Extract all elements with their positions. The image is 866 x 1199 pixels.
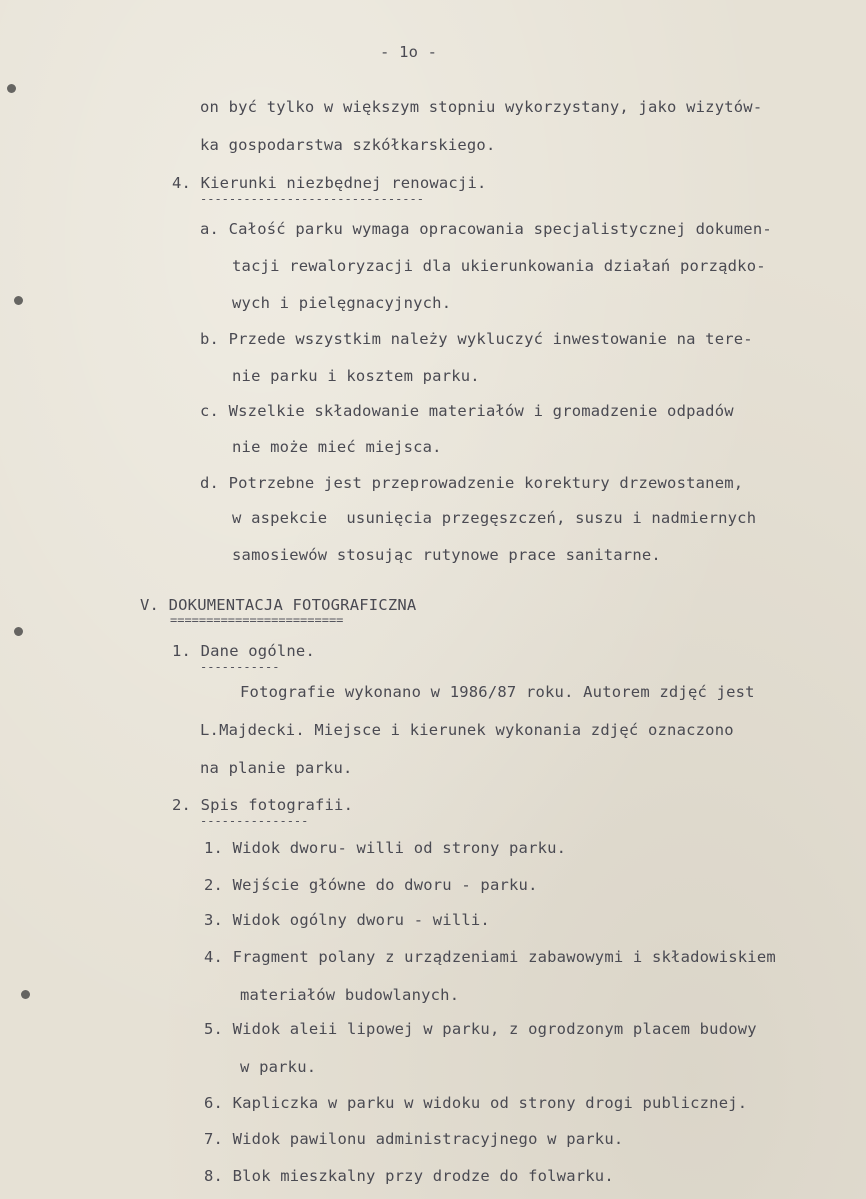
- section-heading: 1. Dane ogólne.: [172, 642, 315, 660]
- text-line: b. Przede wszystkim należy wykluczyć inwestowanie na tere-: [200, 330, 753, 348]
- text-line: d. Potrzebne jest przeprowadzenie korektury drzewostanem,: [200, 474, 744, 492]
- text-line: a. Całość parku wymaga opracowania specjalistycznej dokumen-: [200, 220, 772, 238]
- text-line: samosiewów stosując rutynowe prace sanitarne.: [232, 546, 661, 564]
- heading-underline: -------------------------------: [200, 192, 424, 206]
- section-heading: 4. Kierunki niezbędnej renowacji.: [172, 174, 487, 192]
- text-line: na planie parku.: [200, 759, 353, 777]
- list-item: 7. Widok pawilonu administracyjnego w parku.: [204, 1130, 624, 1148]
- list-item: 2. Wejście główne do dworu - parku.: [204, 876, 538, 894]
- text-line: on być tylko w większym stopniu wykorzystany, jako wizytów-: [200, 98, 763, 116]
- text-line: L.Majdecki. Miejsce i kierunek wykonania zdjęć oznaczono: [200, 721, 734, 739]
- heading-underline: ========================: [170, 613, 344, 627]
- page-number: - 1o -: [380, 43, 438, 61]
- list-item: 3. Widok ogólny dworu - willi.: [204, 911, 490, 929]
- text-line: Fotografie wykonano w 1986/87 roku. Autorem zdjęć jest: [240, 683, 755, 701]
- text-line: nie może mieć miejsca.: [232, 438, 442, 456]
- list-item: 1. Widok dworu- willi od strony parku.: [204, 839, 567, 857]
- list-item: 4. Fragment polany z urządzeniami zabawowymi i składowiskiem: [204, 948, 776, 966]
- chapter-heading: V. DOKUMENTACJA FOTOGRAFICZNA: [140, 596, 417, 614]
- list-item: 6. Kapliczka w parku w widoku od strony drogi publicznej.: [204, 1094, 748, 1112]
- list-item: 5. Widok aleii lipowej w parku, z ogrodzonym placem budowy: [204, 1020, 757, 1038]
- text-line: w aspekcie usunięcia przegęszczeń, suszu i nadmiernych: [232, 509, 757, 527]
- text-line: nie parku i kosztem parku.: [232, 367, 480, 385]
- list-item: materiałów budowlanych.: [240, 986, 460, 1004]
- text-line: tacji rewaloryzacji dla ukierunkowania działań porządko-: [232, 257, 766, 275]
- list-item: 8. Blok mieszkalny przy drodze do folwarku.: [204, 1167, 614, 1185]
- binding-hole-mark: [21, 990, 30, 999]
- heading-underline: -----------: [200, 660, 280, 674]
- section-heading: 2. Spis fotografii.: [172, 796, 354, 814]
- heading-underline: ---------------: [200, 814, 309, 828]
- text-line: wych i pielęgnacyjnych.: [232, 294, 452, 312]
- binding-hole-mark: [7, 84, 16, 93]
- text-line: ka gospodarstwa szkółkarskiego.: [200, 136, 496, 154]
- binding-hole-mark: [14, 627, 23, 636]
- binding-hole-mark: [14, 296, 23, 305]
- text-line: c. Wszelkie składowanie materiałów i gromadzenie odpadów: [200, 402, 734, 420]
- list-item: w parku.: [240, 1058, 317, 1076]
